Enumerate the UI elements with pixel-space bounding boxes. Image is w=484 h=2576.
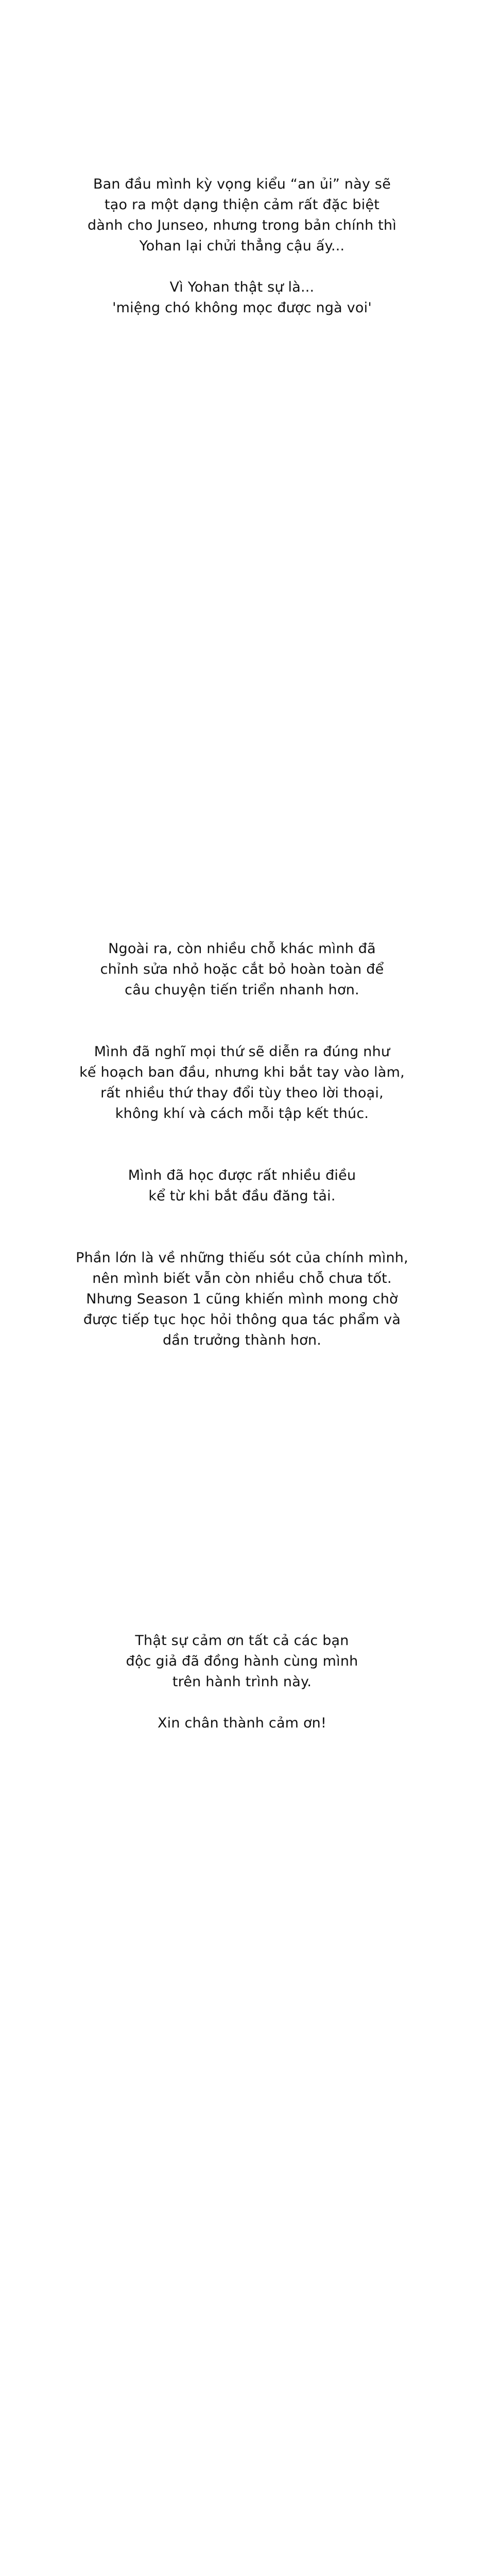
intro-text-block	[0, 174, 484, 318]
season-reflection-paragraph: Phần lớn là về những thiếu sót của chính mình, nên mình biết vẫn còn nhiều chỗ chưa tốt. Nhưng Season 1 cũng khiến mình mong chờ được tiếp tục học hỏi thông qua tác phẩm và dần trưởng thành hơn.	[76, 1250, 408, 1348]
learned-paragraph: Mình đã học được rất nhiều điều kể từ khi bắt đầu đăng tải.	[128, 1167, 356, 1204]
thanks-block	[0, 1631, 484, 1734]
plan-changes-paragraph: Mình đã nghĩ mọi thứ sẽ diễn ra đúng như kế hoạch ban đầu, nhưng khi bắt tay vào làm, rất nhiều thứ thay đổi tùy theo lời thoại, không khí và cách mỗi tập kết thúc.	[79, 1044, 405, 1122]
editing-notes-block	[0, 939, 484, 1351]
edits-paragraph: Ngoài ra, còn nhiều chỗ khác mình đã chỉnh sửa nhỏ hoặc cắt bỏ hoàn toàn để câu chuyện tiến triển nhanh hơn.	[100, 941, 384, 998]
thanks-readers-paragraph: Thật sự cảm ơn tất cả các bạn độc giả đã đồng hành cùng mình trên hành trình này.	[126, 1633, 358, 1690]
intro-paragraph: Ban đầu mình kỳ vọng kiểu “an ủi” này sẽ tạo ra một dạng thiện cảm rất đặc biệt dành cho Junseo, nhưng trong bản chính thì Yohan lại chửi thẳng cậu ấy...	[88, 176, 396, 254]
yohan-quote-paragraph: Vì Yohan thật sự là... 'miệng chó không mọc được ngà voi'	[112, 279, 372, 316]
thank-you-paragraph: Xin chân thành cảm ơn!	[157, 1715, 327, 1731]
